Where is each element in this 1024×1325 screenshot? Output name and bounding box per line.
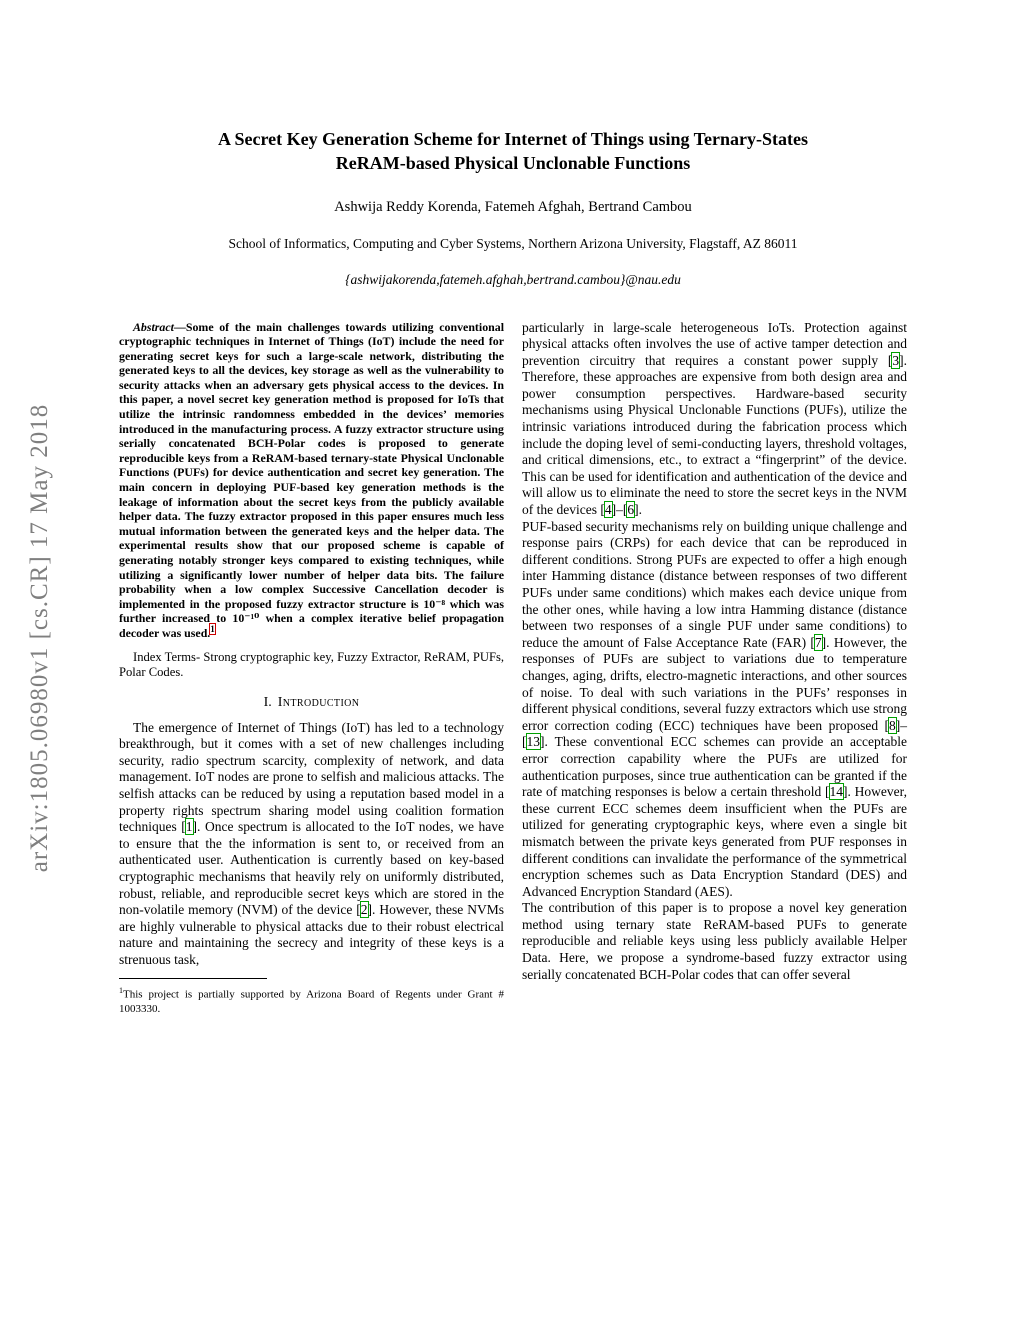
footnote-marker: 1 bbox=[119, 986, 123, 996]
section-title: Introduction bbox=[277, 694, 360, 710]
footnote-rule bbox=[119, 978, 267, 979]
citation-link[interactable]: 7 bbox=[814, 634, 822, 650]
right-paragraph-2: PUF-based security mechanisms rely on building unique challenge and response pairs (CRPs) for each device that can be reproduced in different conditions. Strong PUFs are expected to offer a high enough inter Hamming distance (distance between responses of two different PUFs under same conditions) which makes each device unique from the other ones, while having a low intra Hamming distance (distance between two responses of a single PUF under same conditions) to reduce the amount of False Acceptance Rate (FAR) [7]. However, the responses of PUFs are subject to variations due to temperature changes, aging, drifts, electro-magnetic interactions, and other sources of noise. To deal with such variations in the PUFs’ responses in different physical conditions, several fuzzy extractors which use strong error correction coding (ECC) techniques have been proposed [8]–[13]. These conventional ECC schemes can provide an acceptable error correction capability where the PUFs are utilized for authentication purposes, since true authentication can be granted if the rate of matching responses is below a certain threshold [14]. However, these current ECC schemes deem insufficient when the PUFs are utilized for generating cryptographic keys, where even a single bit mismatch between the private keys generated from PUF responses in different conditions can invalidate the performance of the symmetrical encryption schemes such as Data Encryption Standard (DES) and Advanced Encryption Standard (AES). bbox=[522, 518, 907, 899]
authors: Ashwija Reddy Korenda, Fatemeh Afghah, Bertrand Cambou bbox=[334, 198, 692, 215]
paper-title-line2: ReRAM-based Physical Unclonable Functions bbox=[335, 152, 691, 173]
index-terms: Index Terms- Strong cryptographic key, Fuzzy Extractor, ReRAM, PUFs, Polar Codes. bbox=[119, 649, 504, 680]
two-column-body bbox=[119, 320, 907, 1017]
left-column bbox=[119, 320, 504, 1017]
citation-link[interactable]: 1 bbox=[185, 819, 193, 835]
citation-link[interactable]: 4 bbox=[604, 502, 612, 518]
section-number: I. bbox=[263, 694, 272, 710]
intro-paragraph-1: The emergence of Internet of Things (IoT) has led to a technology breakthrough, but it comes with a set of new challenges including security, radio spectrum scarcity, complexity of network, and data management. IoT nodes are prone to selfish and malicious attacks. The selfish attacks can be reduced by using a reputation based model in a property rights spectrum sharing model using coalition formation techniques [1]. Once spectrum is allocated to the IoT nodes, we have to ensure that the the information is sent to, or received from an authenticated user. Authentication is currently based on key-based cryptographic mechanisms that heavily rely on uniformly distributed, robust, reliable, and reproducible secret keys which are stored in the non-volatile memory (NVM) of the device [2]. However, these NVMs are highly vulnerable to physical attacks due to their robust electrical nature and maintaining the secrecy and integrity of these keys is a strenuous task, bbox=[119, 719, 505, 967]
footnote-ref-link[interactable]: 1 bbox=[210, 624, 215, 634]
paper-content bbox=[119, 128, 907, 1017]
footnote-text bbox=[119, 984, 504, 1016]
paper-title-line1: A Secret Key Generation Scheme for Internet of Things using Ternary-States bbox=[218, 129, 808, 149]
abstract-text: Some of the main challenges towards utilizing conventional cryptographic techniques in Internet of Things (IoT) include the need for generating secret keys for such a large-scale network, distributing the generated keys to all the devices, key storage as well as the vulnerability to security attacks when an adversary gets physical access to the devices. In this paper, a novel secret key generation method is proposed for IoTs that utilize the intrinsic randomness embedded in the devices’ memories introduced in the manufacturing process. A fuzzy extractor structure using serially concatenated BCH-Polar codes is proposed to generate reproducible keys from a ReRAM-based ternary-state Physical Unclonable Functions (PUFs) for device authentication and secret key generation. The main concern in deploying PUF-based key generation methods is the leakage of information about the secret keys from the publicly available helper data. The fuzzy extractor proposed in this paper ensures much less mutual information between the generated keys and the helper data. The experimental results show that our proposed scheme is capable of generating notably stronger keys compared to existing techniques, while utilizing a significantly lower number of helper data bits. The failure probability when a low complex Successive Cancellation decoder is implemented in the proposed fuzzy extractor structure is 10⁻⁸ which was further increased to 10⁻¹⁰ when a complex iterative belief propagation decoder was used. bbox=[119, 319, 504, 640]
affiliation: School of Informatics, Computing and Cyber Systems, Northern Arizona University, Flagstaff, AZ 86011 bbox=[228, 235, 798, 251]
right-paragraph-3: The contribution of this paper is to propose a novel key generation method using ternary state ReRAM-based PUFs to generate reproducible and reliable keys using less publicly available Helper Data. Here, we propose a syndrome-based fuzzy extractor using serially concatenated BCH-Polar codes that can offer several bbox=[522, 900, 907, 982]
arxiv-watermark: arXiv:1805.06980v1 [cs.CR] 17 May 2018 bbox=[26, 403, 53, 873]
citation-link[interactable]: 6 bbox=[627, 502, 635, 518]
footnote-body: This project is partially supported by Arizona Board of Regents under Grant # 1003330. bbox=[119, 989, 504, 1015]
citation-link[interactable]: 8 bbox=[889, 717, 896, 733]
citation-link[interactable]: 2 bbox=[360, 902, 368, 918]
footnote bbox=[119, 978, 504, 1016]
section-heading-introduction bbox=[119, 695, 504, 711]
citation-link[interactable]: 14 bbox=[829, 784, 844, 800]
right-paragraph-1: particularly in large-scale heterogeneous IoTs. Protection against physical attacks often involves the use of active tamper detection and prevention circuitry that requires a constant power supply [3]. Therefore, these approaches are expensive from both design area and power consumption perspectives. Hardware-based security mechanisms using Physical Unclonable Functions (PUFs), utilize the intrinsic variations introduced during the fabrication process which include the doping level of semi-conducting layers, threshold voltages, and critical dimensions, etc., to extract a “fingerprint” of the device. This can be used for identification and authentication of the device and will allow us to eliminate the need to store the secret keys in the NVM of the devices [4]–[6]. bbox=[522, 319, 907, 518]
citation-link[interactable]: 3 bbox=[892, 352, 900, 368]
abstract-label: Abstract— bbox=[133, 319, 186, 334]
citation-link[interactable]: 13 bbox=[526, 734, 540, 750]
paper-title bbox=[119, 128, 907, 176]
abstract-paragraph bbox=[119, 320, 504, 641]
email: {ashwijakorenda,fatemeh.afghah,bertrand.cambou}@nau.edu bbox=[345, 271, 681, 287]
right-column bbox=[522, 320, 907, 984]
